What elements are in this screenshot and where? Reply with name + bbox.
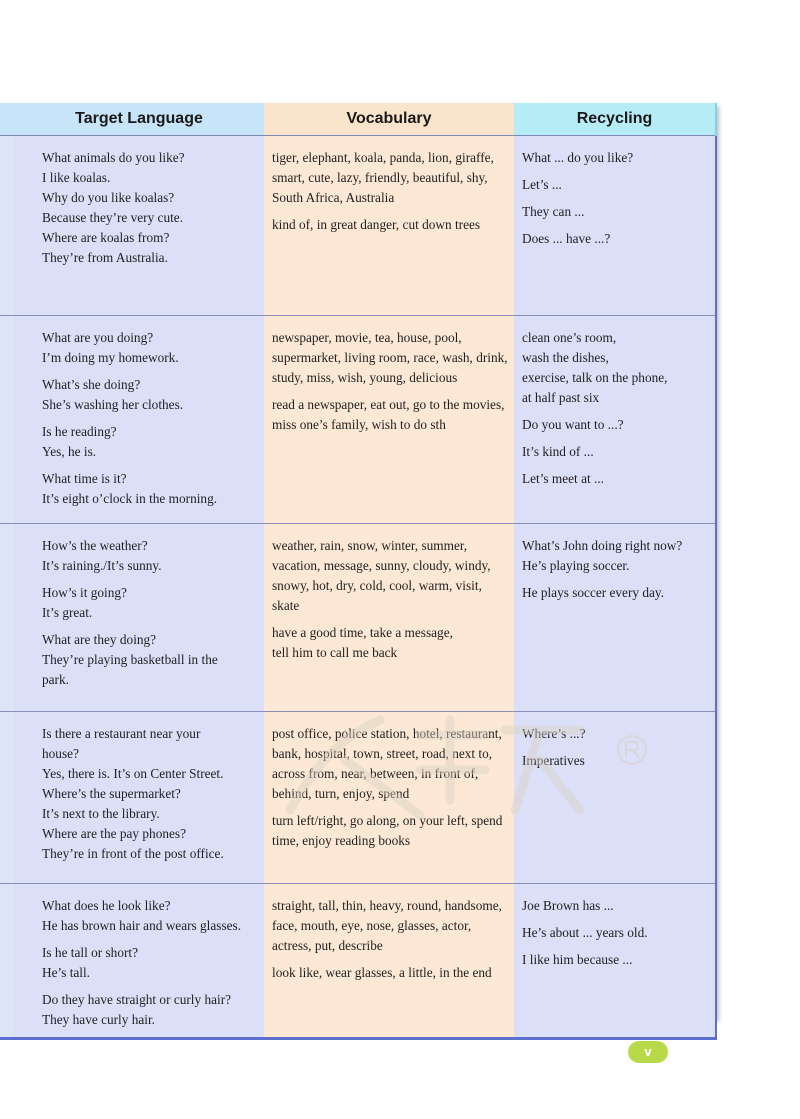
vocabulary-cell	[264, 315, 514, 523]
recycling-cell	[514, 135, 716, 315]
syllabus-table	[0, 103, 717, 1040]
target-language-line: What animals do you like?	[42, 149, 185, 165]
recycling-line: Let’s meet at ...	[522, 470, 604, 486]
target-language-line: I’m doing my homework.	[42, 349, 179, 365]
vocabulary-group	[272, 724, 508, 804]
vocabulary-line: weather, rain, snow, winter, summer, vacation, message, sunny, cloudy, windy, snowy, hot, dry, cold, cool, warm, visit, skate	[272, 537, 491, 613]
vocabulary-cell	[264, 135, 514, 315]
vocabulary-group	[272, 536, 508, 616]
vocabulary-line: read a newspaper, eat out, go to the movies, miss one’s family, wish to do sth	[272, 396, 505, 432]
target-language-group	[42, 583, 256, 623]
target-language-line: Why do you like koalas?	[42, 189, 175, 205]
table-row	[0, 315, 716, 523]
vocabulary-cell	[264, 523, 514, 711]
header-edge-cell	[0, 103, 14, 135]
recycling-line: clean one’s room,	[522, 329, 617, 345]
target-language-group	[42, 148, 256, 268]
recycling-group	[522, 724, 709, 744]
target-language-cell	[14, 711, 264, 883]
target-language-line: What time is it?	[42, 470, 127, 486]
vocabulary-group	[272, 148, 508, 208]
vocabulary-cell	[264, 711, 514, 883]
recycling-group	[522, 751, 709, 771]
target-language-line: It’s eight o’clock in the morning.	[42, 490, 218, 506]
target-language-line: What does he look like?	[42, 897, 171, 913]
vocabulary-group	[272, 811, 508, 851]
vocabulary-line: look like, wear glasses, a little, in the end	[272, 964, 492, 980]
target-language-line: I like koalas.	[42, 169, 111, 185]
recycling-group	[522, 950, 709, 970]
vocabulary-line: have a good time, take a message,	[272, 624, 453, 640]
target-language-group	[42, 724, 256, 864]
target-language-line: She’s washing her clothes.	[42, 396, 184, 412]
vocabulary-line: turn left/right, go along, on your left, spend time, enjoy reading books	[272, 812, 503, 848]
target-language-cell	[14, 523, 264, 711]
recycling-line: at half past six	[522, 389, 600, 405]
recycling-line: wash the dishes,	[522, 349, 609, 365]
target-language-line: park.	[42, 671, 69, 687]
target-language-group	[42, 630, 256, 690]
recycling-group	[522, 469, 709, 489]
table-row	[0, 523, 716, 711]
target-language-group	[42, 990, 256, 1030]
recycling-cell	[514, 315, 716, 523]
target-language-line: They’re from Australia.	[42, 249, 168, 265]
recycling-line: He’s about ... years old.	[522, 924, 648, 940]
recycling-line: Joe Brown has ...	[522, 897, 614, 913]
row-edge-cell	[0, 315, 14, 523]
target-language-line: What are you doing?	[42, 329, 154, 345]
target-language-group	[42, 943, 256, 983]
vocabulary-line: tiger, elephant, koala, panda, lion, giraffe, smart, cute, lazy, friendly, beautiful, shy, South Africa, Australia	[272, 149, 494, 205]
recycling-group	[522, 202, 709, 222]
target-language-line: Yes, there is. It’s on Center Street.	[42, 765, 224, 781]
header-row	[0, 103, 716, 135]
target-language-line: They’re playing basketball in the	[42, 651, 218, 667]
table-row	[0, 135, 716, 315]
row-edge-cell	[0, 883, 14, 1038]
page-number-badge: v	[628, 1041, 668, 1063]
target-language-line: How’s the weather?	[42, 537, 148, 553]
row-edge-cell	[0, 523, 14, 711]
vocabulary-line: straight, tall, thin, heavy, round, handsome, face, mouth, eye, nose, glasses, actor, actress, put, describe	[272, 897, 502, 953]
vocabulary-line: tell him to call me back	[272, 644, 398, 660]
recycling-line: I like him because ...	[522, 951, 633, 967]
recycling-cell	[514, 883, 716, 1038]
target-language-group	[42, 422, 256, 462]
target-language-cell	[14, 315, 264, 523]
recycling-line: They can ...	[522, 203, 585, 219]
target-language-group	[42, 328, 256, 368]
recycling-line: Where’s ...?	[522, 725, 586, 741]
target-language-line: Is there a restaurant near your	[42, 725, 201, 741]
target-language-line: It’s raining./It’s sunny.	[42, 557, 162, 573]
target-language-line: It’s great.	[42, 604, 93, 620]
target-language-line: They’re in front of the post office.	[42, 845, 224, 861]
vocabulary-group	[272, 328, 508, 388]
target-language-line: Where are the pay phones?	[42, 825, 186, 841]
recycling-cell	[514, 523, 716, 711]
target-language-cell	[14, 135, 264, 315]
vocabulary-group	[272, 963, 508, 983]
recycling-group	[522, 923, 709, 943]
vocabulary-group	[272, 896, 508, 956]
recycling-line: Do you want to ...?	[522, 416, 624, 432]
vocabulary-group	[272, 395, 508, 435]
recycling-group	[522, 442, 709, 462]
vocabulary-line: post office, police station, hotel, restaurant, bank, hospital, town, street, road, next to, across from, near, between, in front of, behind, turn, enjoy, spend	[272, 725, 502, 801]
target-language-line: It’s next to the library.	[42, 805, 160, 821]
target-language-group	[42, 469, 256, 509]
recycling-line: What’s John doing right now?	[522, 537, 683, 553]
recycling-line: Let’s ...	[522, 176, 562, 192]
target-language-group	[42, 536, 256, 576]
recycling-group	[522, 328, 709, 408]
recycling-group	[522, 148, 709, 168]
header-target-language: Target Language	[14, 103, 264, 135]
target-language-line: Because they’re very cute.	[42, 209, 184, 225]
target-language-line: Is he reading?	[42, 423, 117, 439]
recycling-group	[522, 415, 709, 435]
vocabulary-line: kind of, in great danger, cut down trees	[272, 216, 481, 232]
header-recycling: Recycling	[514, 103, 716, 135]
recycling-group	[522, 583, 709, 603]
vocabulary-group	[272, 215, 508, 235]
target-language-group	[42, 375, 256, 415]
recycling-group	[522, 229, 709, 249]
header-vocabulary: Vocabulary	[264, 103, 514, 135]
target-language-line: house?	[42, 745, 79, 761]
target-language-line: They have curly hair.	[42, 1011, 155, 1027]
recycling-group	[522, 175, 709, 195]
target-language-cell	[14, 883, 264, 1038]
table-row	[0, 711, 716, 883]
target-language-line: Is he tall or short?	[42, 944, 139, 960]
recycling-line: Imperatives	[522, 752, 585, 768]
table-row	[0, 883, 716, 1038]
recycling-group	[522, 536, 709, 576]
row-edge-cell	[0, 135, 14, 315]
recycling-line: He’s playing soccer.	[522, 557, 630, 573]
row-edge-cell	[0, 711, 14, 883]
vocabulary-line: newspaper, movie, tea, house, pool, supermarket, living room, race, wash, drink, study, miss, wish, young, delicious	[272, 329, 508, 385]
vocabulary-cell	[264, 883, 514, 1038]
target-language-line: How’s it going?	[42, 584, 127, 600]
recycling-line: What ... do you like?	[522, 149, 634, 165]
target-language-line: Where’s the supermarket?	[42, 785, 181, 801]
recycling-line: It’s kind of ...	[522, 443, 594, 459]
recycling-cell	[514, 711, 716, 883]
table-body	[0, 135, 716, 1038]
vocabulary-group	[272, 623, 508, 663]
target-language-group	[42, 896, 256, 936]
recycling-line: exercise, talk on the phone,	[522, 369, 668, 385]
target-language-line: Yes, he is.	[42, 443, 97, 459]
target-language-line: What’s she doing?	[42, 376, 141, 392]
target-language-line: What are they doing?	[42, 631, 157, 647]
recycling-line: Does ... have ...?	[522, 230, 611, 246]
target-language-line: He has brown hair and wears glasses.	[42, 917, 242, 933]
syllabus-table-wrapper	[0, 103, 716, 1027]
recycling-group	[522, 896, 709, 916]
target-language-line: Where are koalas from?	[42, 229, 170, 245]
target-language-line: Do they have straight or curly hair?	[42, 991, 232, 1007]
recycling-line: He plays soccer every day.	[522, 584, 665, 600]
target-language-line: He’s tall.	[42, 964, 91, 980]
